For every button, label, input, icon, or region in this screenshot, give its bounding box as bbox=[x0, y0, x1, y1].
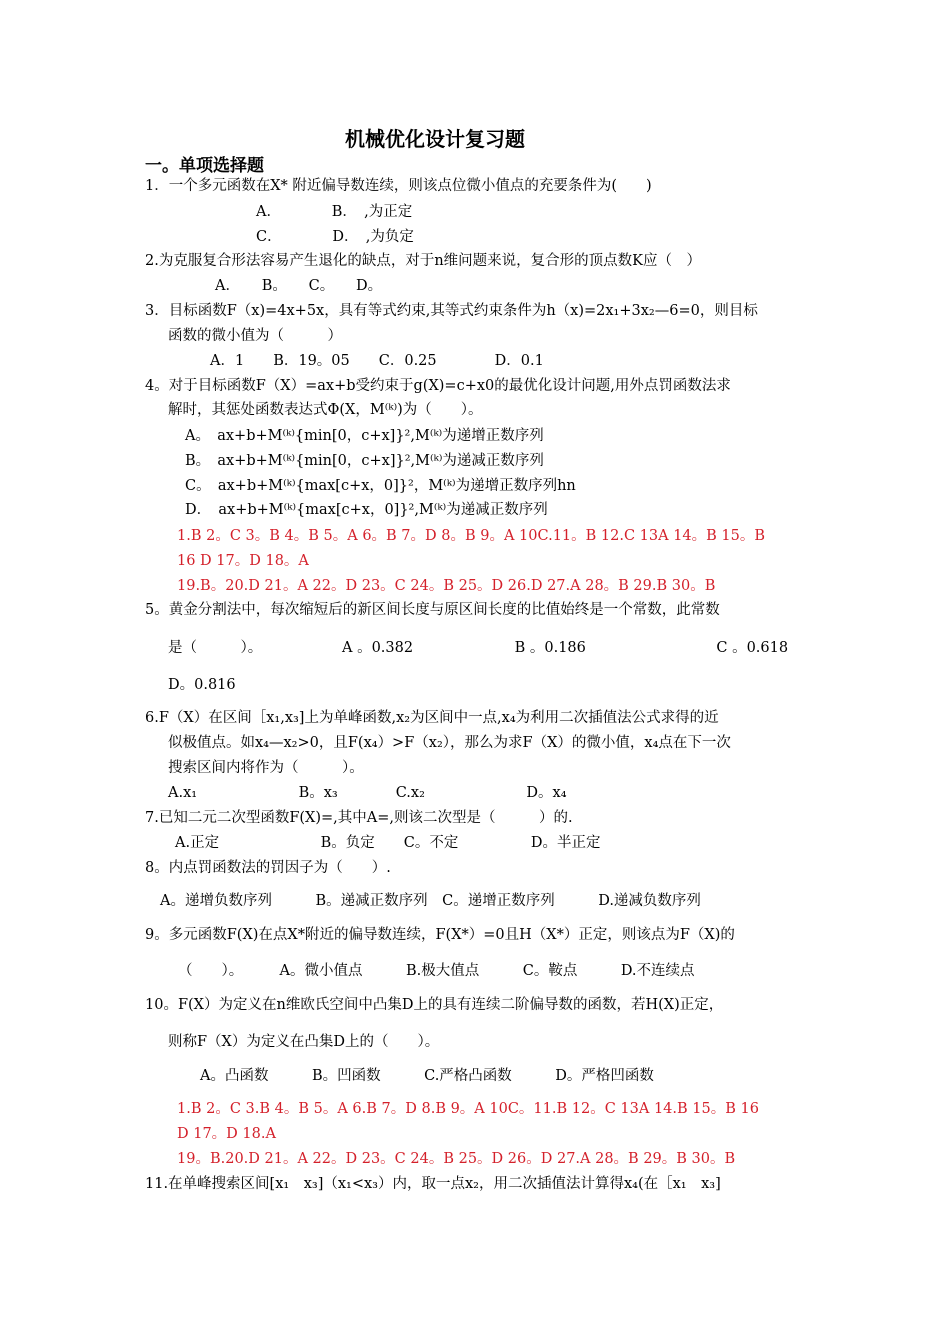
q4-option-c: C。 ax+b+M⁽ᵏ⁾{max[c+x，0]}²，M⁽ᵏ⁾为递增正数序列hn bbox=[185, 478, 576, 494]
q4-option-b: B。 ax+b+M⁽ᵏ⁾{min[0，c+x]}²,M⁽ᵏ⁾为递减正数序列 bbox=[185, 453, 544, 469]
question-6-cont-2: 搜索区间内将作为（ ）。 bbox=[168, 760, 364, 776]
question-8: 8。内点罚函数法的罚因子为（ ）. bbox=[145, 860, 391, 876]
question-6-cont-1: 似极值点。如x₄—x₂>0，且F(x₄）>F（x₂），那么为求F（X）的微小值，x₄点在下一次 bbox=[168, 735, 731, 751]
q5-options: 是（ ）。 A 。0.382 B 。0.186 C 。0.618 bbox=[168, 640, 789, 656]
q3-options: A．1 B．19。05 C．0.25 D．0.1 bbox=[210, 353, 544, 369]
question-11: 11.在单峰搜索区间[x₁ x₃]（x₁<x₃）内，取一点x₂，用二次插值法计算得x₄(在［x₁ x₃] bbox=[145, 1176, 721, 1192]
question-5: 5。黄金分割法中，每次缩短后的新区间长度与原区间长度的比值始终是一个常数，此常数 bbox=[145, 602, 720, 618]
question-4: 4。对于目标函数F（X）=ax+b受约束于g(X)=c+x0的最优化设计问题,用外点罚函数法求 bbox=[145, 378, 731, 394]
page-title: 机械优化设计复习题 bbox=[345, 127, 525, 151]
q1-options-ab: A． B． ,为正定 bbox=[256, 204, 413, 220]
q4-option-a: A。 ax+b+M⁽ᵏ⁾{min[0，c+x]}²,M⁽ᵏ⁾为递增正数序列 bbox=[185, 428, 544, 444]
q4-option-d: D． ax+b+M⁽ᵏ⁾{max[c+x，0]}²,M⁽ᵏ⁾为递减正数序列 bbox=[185, 502, 548, 518]
q2-options: A． B。 C。 D。 bbox=[215, 278, 383, 294]
q10-options: A。凸函数 B。凹函数 C.严格凸函数 D。严格凹函数 bbox=[200, 1068, 654, 1084]
question-3: 3．目标函数F（x)=4x+5x，具有等式约束,其等式约束条件为h（x)=2x₁+3x₂—6=0，则目标 bbox=[145, 303, 758, 319]
question-3-cont: 函数的微小值为（ ） bbox=[168, 328, 342, 344]
answer-key-line-2: 16 D 17。D 18。A bbox=[177, 553, 309, 569]
answer-key-line-4: 1.B 2。C 3.B 4。B 5。A 6.B 7。D 8.B 9。A 10C。11.B 12。C 13A 14.B 15。B 16 bbox=[177, 1101, 759, 1117]
question-7: 7.已知二元二次型函数F(X)=,其中A=,则该二次型是（ ）的. bbox=[145, 810, 573, 826]
q6-options: A.x₁ B。x₃ C.x₂ D。x₄ bbox=[168, 785, 567, 801]
question-4-cont: 解时，其惩处函数表达式Φ(X，M⁽ᵏ⁾)为（ ）。 bbox=[168, 402, 483, 418]
q8-options: A。递增负数序列 B。递减正数序列 C。递增正数序列 D.递减负数序列 bbox=[160, 893, 701, 909]
question-2: 2.为克服复合形法容易产生退化的缺点，对于n维问题来说，复合形的顶点数K应（ ） bbox=[145, 253, 702, 269]
answer-key-line-5: D 17。D 18.A bbox=[177, 1126, 276, 1142]
q1-options-cd: C． D． ,为负定 bbox=[256, 229, 414, 245]
question-6: 6.F（X）在区间［x₁,x₃]上为单峰函数,x₂为区间中一点,x₄为利用二次插值法公式求得的近 bbox=[145, 710, 719, 726]
q5-option-d: D。0.816 bbox=[168, 677, 236, 693]
answer-key-line-6: 19。B.20.D 21。A 22。D 23。C 24。B 25。D 26。D 27.A 28。B 29。B 30。B bbox=[177, 1151, 736, 1167]
question-9: 9。多元函数F(X)在点X*附近的偏导数连续，F(X*）=0且H（X*）正定，则该点为F（X)的 bbox=[145, 927, 735, 943]
answer-key-line-1: 1.B 2。C 3。B 4。B 5。A 6。B 7。D 8。B 9。A 10C.11。B 12.C 13A 14。B 15。B bbox=[177, 528, 766, 544]
question-10: 10。F(X）为定义在n维欧氏空间中凸集D上的具有连续二阶偏导数的函数，若H(X)正定， bbox=[145, 997, 724, 1013]
question-10-cont: 则称F（X）为定义在凸集D上的（ ）。 bbox=[168, 1034, 440, 1050]
answer-key-line-3: 19.B。20.D 21。A 22。D 23。C 24。B 25。D 26.D 27.A 28。B 29.B 30。B bbox=[177, 578, 716, 594]
section-heading: 一。单项选择题 bbox=[145, 156, 264, 176]
q9-options: （ ）。 A。微小值点 B.极大值点 C。鞍点 D.不连续点 bbox=[178, 963, 695, 979]
question-1: 1．一个多元函数在X* 附近偏导数连续，则该点位微小值点的充要条件为( ) bbox=[145, 178, 652, 194]
q7-options: A.正定 B。负定 C。不定 D。半正定 bbox=[175, 835, 601, 851]
